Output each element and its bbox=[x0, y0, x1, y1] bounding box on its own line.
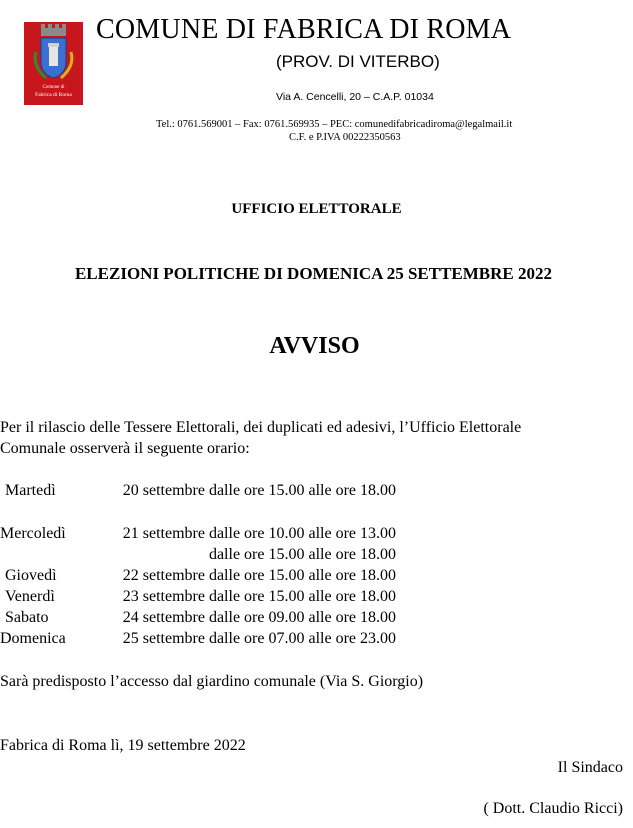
schedule-detail: 24 settembre dalle ore 09.00 alle ore 18.00 bbox=[122, 609, 396, 626]
schedule-detail: dalle ore 15.00 alle ore 18.00 bbox=[208, 546, 396, 563]
schedule-detail: 23 settembre dalle ore 15.00 alle ore 18.00 bbox=[122, 588, 396, 605]
crest-shield-icon bbox=[24, 22, 83, 84]
municipality-title: COMUNE DI FABRICA DI ROMA bbox=[96, 14, 512, 45]
schedule-detail: 22 settembre dalle ore 15.00 alle ore 18.00 bbox=[122, 567, 396, 584]
schedule-detail: 25 settembre dalle ore 07.00 alle ore 23.00 bbox=[122, 630, 396, 647]
schedule-row bbox=[0, 607, 396, 628]
schedule-day: Sabato bbox=[5, 609, 49, 626]
schedule-row bbox=[0, 480, 396, 501]
tax-id-line: C.F. e P.IVA 00222350563 bbox=[289, 132, 401, 143]
schedule-row bbox=[0, 544, 396, 565]
address-line: Via A. Cencelli, 20 – C.A.P. 01034 bbox=[276, 91, 434, 103]
schedule-day: Giovedì bbox=[5, 567, 57, 584]
schedule-day: Martedì bbox=[5, 482, 56, 499]
notice-heading: AVVISO bbox=[269, 333, 360, 359]
office-heading: UFFICIO ELETTORALE bbox=[231, 201, 402, 217]
schedule-detail: 21 settembre dalle ore 10.00 alle ore 13.00 bbox=[122, 525, 396, 542]
signer-role: Il Sindaco bbox=[557, 759, 623, 776]
contacts-line: Tel.: 0761.569001 – Fax: 0761.569935 – PEC: comunedifabricadiroma@legalmail.it bbox=[156, 119, 513, 130]
intro-line-2: Comunale osserverà il seguente orario: bbox=[0, 440, 250, 457]
schedule-day: Domenica bbox=[0, 630, 66, 647]
schedule-day: Venerdì bbox=[5, 588, 55, 605]
crest-caption-line2: Fabrica di Roma bbox=[35, 92, 72, 98]
schedule-detail: 20 settembre dalle ore 15.00 alle ore 18.00 bbox=[122, 482, 396, 499]
schedule-row bbox=[0, 523, 396, 544]
place-date: Fabrica di Roma lì, 19 settembre 2022 bbox=[0, 737, 246, 754]
schedule-row bbox=[0, 628, 396, 649]
province-label: (PROV. DI VITERBO) bbox=[276, 52, 440, 71]
access-note: Sarà predisposto l’accesso dal giardino comunale (Via S. Giorgio) bbox=[0, 673, 424, 690]
intro-paragraph bbox=[0, 417, 521, 459]
schedule-row bbox=[0, 586, 396, 607]
schedule-row bbox=[0, 565, 396, 586]
municipal-crest bbox=[24, 22, 83, 105]
schedule-day: Mercoledì bbox=[0, 525, 66, 542]
crest-caption-line1: Comune di bbox=[42, 85, 65, 90]
signer-name: ( Dott. Claudio Ricci) bbox=[483, 800, 623, 817]
election-heading: ELEZIONI POLITICHE DI DOMENICA 25 SETTEMBRE 2022 bbox=[74, 264, 553, 283]
intro-line-1: Per il rilascio delle Tessere Elettorali, dei duplicati ed adesivi, l’Ufficio Elettorale bbox=[0, 419, 522, 436]
